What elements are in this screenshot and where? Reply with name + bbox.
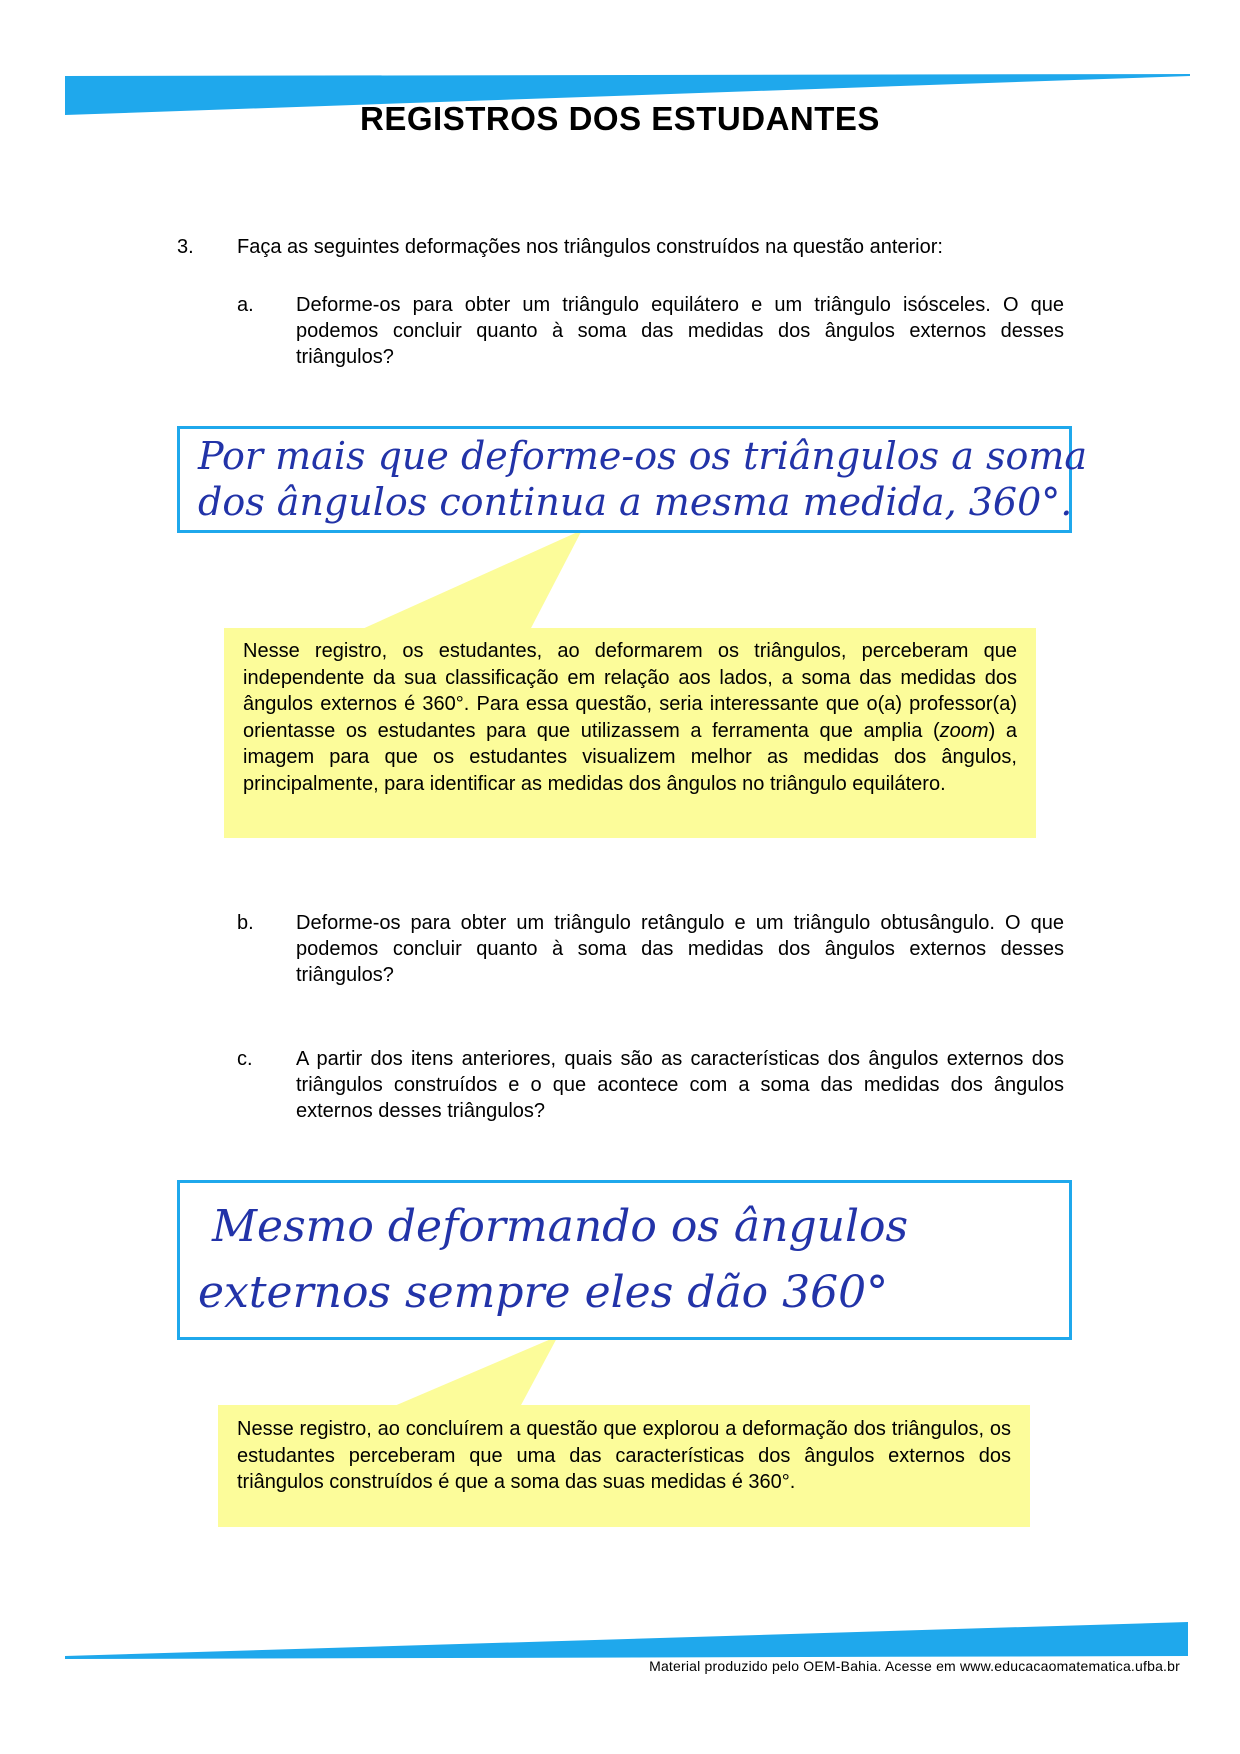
teacher-note-2-text: Nesse registro, ao concluírem a questão que explorou a deformação dos triângulos, os estudantes perceberam que uma das características dos ângulos externos dos triângulos construídos é que a soma das suas medidas é 360°. [237, 1418, 1011, 1493]
student-record-2 [177, 1180, 1072, 1340]
teacher-note-1 [224, 628, 1036, 838]
item-c-text: A partir dos itens anteriores, quais são as características dos ângulos externos dos triângulos construídos e o que acontece com a soma das medidas dos ângulos externos desses triângulos? [296, 1048, 1064, 1122]
item-a-label: a. [237, 294, 254, 316]
teacher-note-1-text-end: ) a imagem para que os estudantes visualizem melhor as medidas dos ângulos, principalmente, para identificar as medidas dos ângulos no triângulo equilátero. [243, 719, 1017, 795]
footer-blue-band [0, 1610, 1240, 1660]
student-record-1 [177, 426, 1088, 533]
page-title: REGISTROS DOS ESTUDANTES [360, 100, 880, 137]
question-number: 3. [177, 236, 194, 258]
teacher-note-1-text: Nesse registro, os estudantes, ao deformarem os triângulos, perceberam que independente da sua classificação em relação aos lados, a soma das medidas dos ângulos externos é 360°. Para essa questão, seria interessante que o(a) professor(a) orientasse os estudantes para que utilizassem a ferramenta que amplia ( [243, 640, 1017, 742]
student-record-2-line-2: externos sempre eles dão 360° [198, 1267, 889, 1318]
student-record-2-line-1: Mesmo deformando os ângulos [212, 1201, 909, 1252]
question-text: Faça as seguintes deformações nos triângulos construídos na questão anterior: [237, 236, 943, 258]
item-a-text: Deforme-os para obter um triângulo equilátero e um triângulo isósceles. O que podemos concluir quanto à soma das medidas dos ângulos externos desses triângulos? [296, 294, 1064, 368]
teacher-note-2 [218, 1405, 1030, 1527]
item-b-label: b. [237, 912, 254, 934]
teacher-note-1-zoom: zoom [939, 719, 989, 742]
item-b-text: Deforme-os para obter um triângulo retângulo e um triângulo obtusângulo. O que podemos concluir quanto à soma das medidas dos ângulos externos desses triângulos? [296, 912, 1064, 986]
item-c-label: c. [237, 1048, 253, 1070]
student-record-1-line-2: dos ângulos continua a mesma medida, 360°. [198, 480, 1073, 524]
student-record-1-line-1: Por mais que deforme-os os triângulos a soma [198, 434, 1088, 478]
footer-credit: Material produzido pelo OEM-Bahia. Acesse em www.educacaomatematica.ufba.br [649, 1658, 1180, 1674]
